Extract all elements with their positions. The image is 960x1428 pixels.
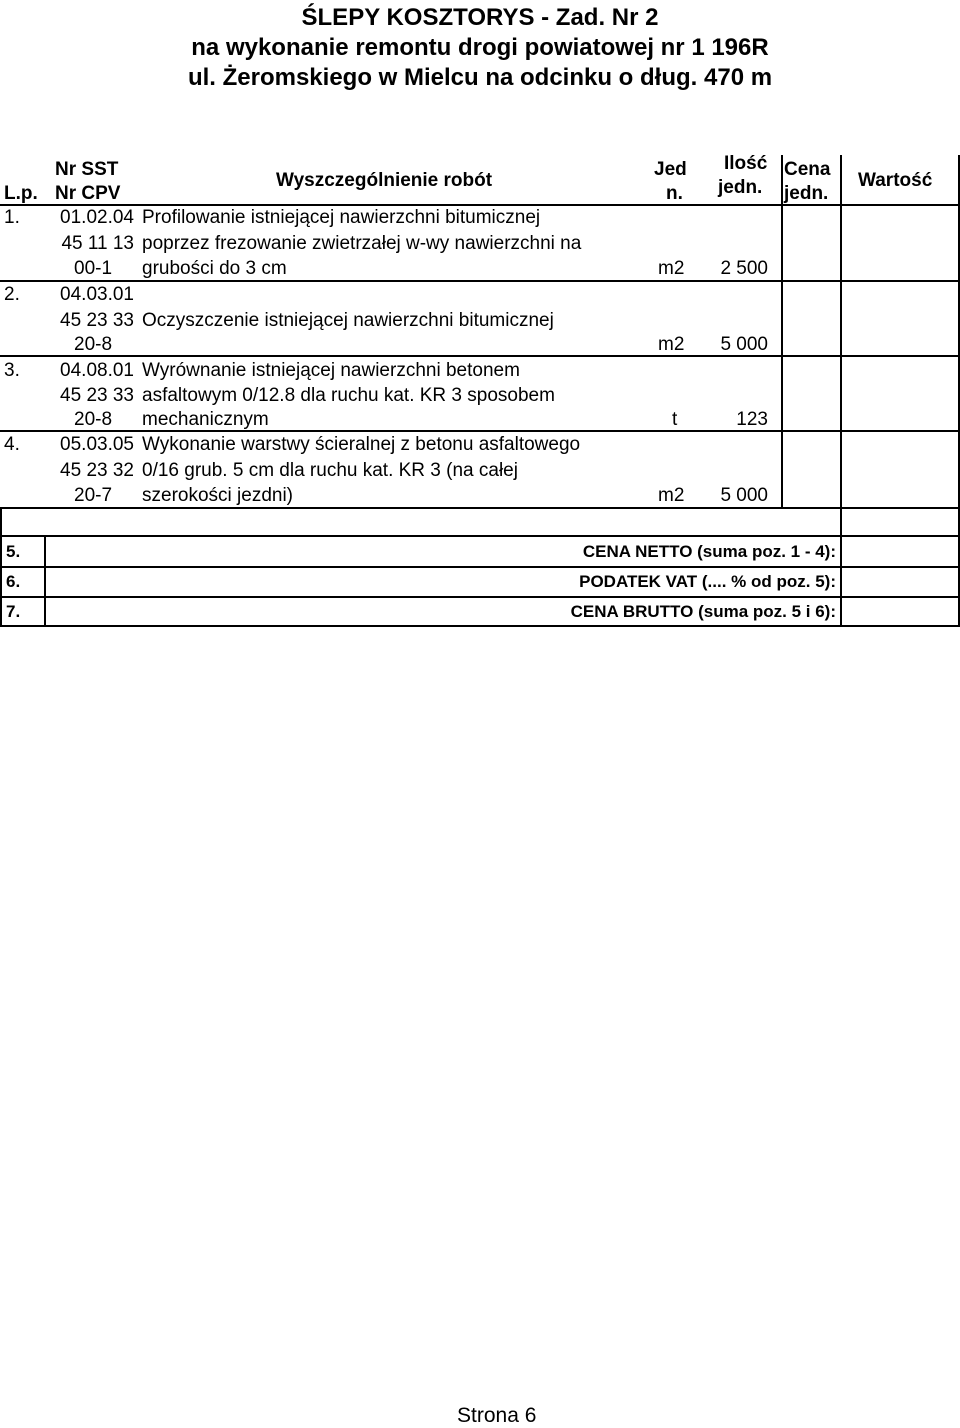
row-quantity: 2 500 <box>720 258 768 279</box>
row-description-line: asfaltowym 0/12.8 dla ruchu kat. KR 3 sposobem <box>142 385 555 406</box>
row-cpv-code: 45 23 33 <box>60 310 134 331</box>
row-quantity: 123 <box>736 409 768 430</box>
row-quantity: 5 000 <box>720 485 768 506</box>
summary-lp: 5. <box>6 542 21 561</box>
row-cpv-code: 45 23 32 <box>60 460 134 481</box>
header-unit-price-2: jedn. <box>784 183 829 204</box>
summary-label: PODATEK VAT (.... % od poz. 5): <box>579 572 836 591</box>
row-description-line: Wykonanie warstwy ścieralnej z betonu asfaltowego <box>142 434 581 455</box>
grid-line <box>0 566 960 568</box>
grid-line <box>781 155 783 509</box>
summary-lp: 6. <box>6 572 21 591</box>
grid-line <box>0 625 960 627</box>
header-description: Wyszczególnienie robót <box>276 170 493 191</box>
row-description-line: 0/16 grub. 5 cm dla ruchu kat. KR 3 (na całej <box>142 460 518 481</box>
title-line-1: ŚLEPY KOSZTORYS - Zad. Nr 2 <box>301 4 659 31</box>
row-description-line: Profilowanie istniejącej nawierzchni bitumicznej <box>142 207 541 228</box>
grid-line <box>0 280 960 282</box>
grid-line <box>840 155 842 626</box>
header-unit-price: Cena <box>784 159 831 180</box>
row-unit: t <box>672 409 678 430</box>
row-description-line: poprzez frezowanie zwietrzałej w-wy nawierzchni na <box>142 233 582 254</box>
summary-label: CENA BRUTTO (suma poz. 5 i 6): <box>570 602 836 621</box>
row-sst-code: 04.03.01 <box>60 284 134 305</box>
row-cpv-suffix: 20-8 <box>74 334 113 355</box>
header-lp: L.p. <box>4 183 38 204</box>
row-cpv-suffix: 20-7 <box>74 485 113 506</box>
header-nr-cpv: Nr CPV <box>55 183 121 204</box>
grid-line <box>0 535 960 537</box>
row-sst-code: 05.03.05 <box>60 434 134 455</box>
title-line-2: na wykonanie remontu drogi powiatowej nr 1 196R <box>191 34 769 61</box>
row-description-line: mechanicznym <box>142 409 269 430</box>
grid-line <box>0 507 2 626</box>
grid-line <box>0 507 960 509</box>
row-sst-code: 01.02.04 <box>60 207 134 228</box>
row-lp: 1. <box>4 207 20 228</box>
header-nr-sst: Nr SST <box>55 159 119 180</box>
summary-lp: 7. <box>6 602 21 621</box>
row-unit: m2 <box>658 334 685 355</box>
title-line-3: ul. Żeromskiego w Mielcu na odcinku o dług. 470 m <box>187 64 773 91</box>
grid-line <box>0 355 960 357</box>
summary-label: CENA NETTO (suma poz. 1 - 4): <box>582 542 836 561</box>
header-unit: Jed <box>654 159 687 180</box>
row-description-line: Oczyszczenie istniejącej nawierzchni bitumicznej <box>142 310 554 331</box>
page-number: Strona 6 <box>457 1404 537 1427</box>
row-cpv-code: 45 11 13 <box>61 233 134 254</box>
row-sst-code: 04.08.01 <box>60 360 134 381</box>
row-cpv-suffix: 00-1 <box>74 258 113 279</box>
header-value: Wartość <box>858 170 933 191</box>
row-description-line: szerokości jezdni) <box>142 485 293 506</box>
row-cpv-suffix: 20-8 <box>74 409 113 430</box>
row-lp: 4. <box>4 434 20 455</box>
row-quantity: 5 000 <box>720 334 768 355</box>
row-description-line: grubości do 3 cm <box>142 258 287 279</box>
row-lp: 3. <box>4 360 20 381</box>
grid-line <box>44 535 46 626</box>
header-quantity: Ilość <box>724 153 768 174</box>
header-quantity-2: jedn. <box>718 177 763 198</box>
row-lp: 2. <box>4 284 20 305</box>
row-description-line: Wyrównanie istniejącej nawierzchni betonem <box>142 360 520 381</box>
row-unit: m2 <box>658 258 685 279</box>
header-unit-2: n. <box>666 183 683 204</box>
grid-line <box>0 596 960 598</box>
row-unit: m2 <box>658 485 685 506</box>
row-cpv-code: 45 23 33 <box>60 385 134 406</box>
